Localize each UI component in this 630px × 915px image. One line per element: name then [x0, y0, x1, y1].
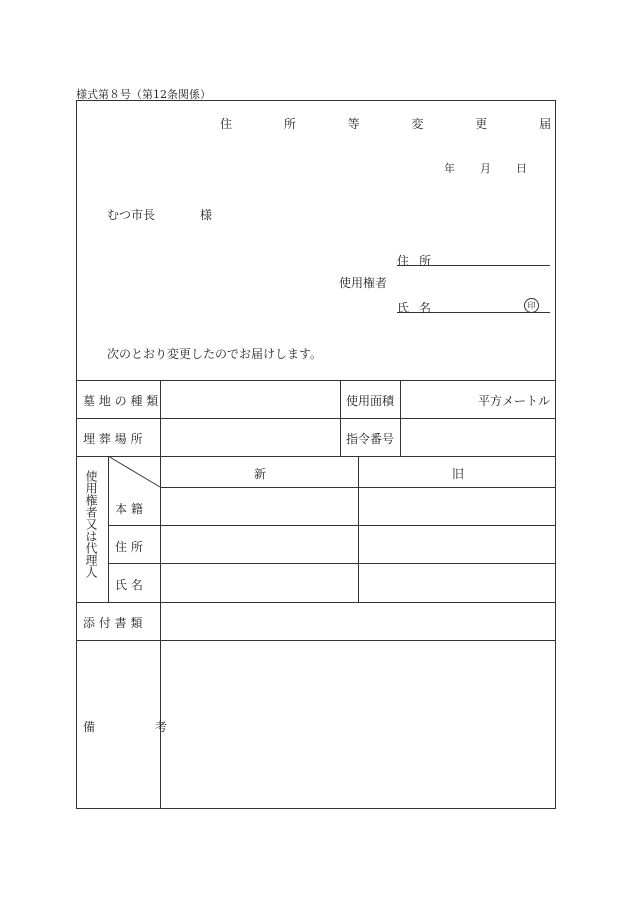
name-old-value[interactable] [360, 565, 554, 600]
attachments-value[interactable] [162, 604, 554, 638]
area-label: 使用面積 [346, 394, 395, 408]
date-month-label: 月 [480, 162, 491, 175]
date-year-label: 年 [444, 162, 455, 175]
rule-attachments-bottom [76, 640, 556, 641]
seal-mark: 印 [524, 298, 539, 313]
address-new-value[interactable] [162, 527, 356, 561]
rule-address-bottom [108, 563, 556, 564]
burial-place-value[interactable] [162, 420, 338, 454]
rule-new-old-divider [358, 456, 359, 602]
name-new-value[interactable] [162, 565, 356, 600]
grave-type-label: 墓 地 の 種 類 [83, 394, 159, 408]
rule-area-label-right [400, 380, 401, 456]
rule-label-column [160, 380, 161, 809]
applicant-address-label: 住所 [397, 254, 442, 268]
new-column-header: 新 [254, 467, 267, 481]
address-old-value[interactable] [360, 527, 554, 561]
applicant-address-line[interactable] [397, 265, 550, 266]
attachments-label: 添 付 書 類 [83, 616, 143, 630]
burial-place-label: 埋 葬 場 所 [83, 432, 143, 446]
change-group-label: 使用権者又は代理人 [84, 470, 98, 578]
statement-text: 次のとおり変更したのでお届けします。 [107, 347, 323, 361]
domicile-old-value[interactable] [360, 489, 554, 523]
name-row-label: 氏 名 [115, 578, 143, 592]
designation-no-label: 指令番号 [346, 432, 395, 446]
form-title [220, 115, 575, 132]
rule-domicile-bottom [108, 525, 556, 526]
addressee-suffix: 様 [200, 208, 213, 222]
applicant-name-label: 氏名 [397, 301, 442, 315]
area-unit: 平方メートル [478, 394, 551, 408]
registered-domicile-label: 本 籍 [115, 502, 143, 516]
rule-change-table-bottom [76, 602, 556, 603]
rule-area-label-left [340, 380, 341, 456]
remarks-label: 備 考 [83, 720, 168, 734]
designation-no-value[interactable] [402, 420, 554, 454]
rule-header-bottom [76, 380, 556, 381]
date-day-label: 日 [516, 162, 527, 175]
form-number: 様式第８号（第12条関係） [76, 88, 211, 101]
addressee-name: むつ市長 [107, 208, 156, 222]
address-row-label: 住 所 [115, 540, 143, 554]
old-column-header: 旧 [452, 467, 465, 481]
rule-row1-bottom [76, 418, 556, 419]
remarks-value[interactable] [162, 642, 554, 807]
grave-type-value[interactable] [162, 382, 338, 416]
applicant-role: 使用権者 [339, 276, 388, 290]
domicile-new-value[interactable] [162, 489, 356, 523]
corner-diagonal [108, 456, 160, 487]
form-title-text: 住 所 等 変 更 届 [220, 117, 576, 131]
